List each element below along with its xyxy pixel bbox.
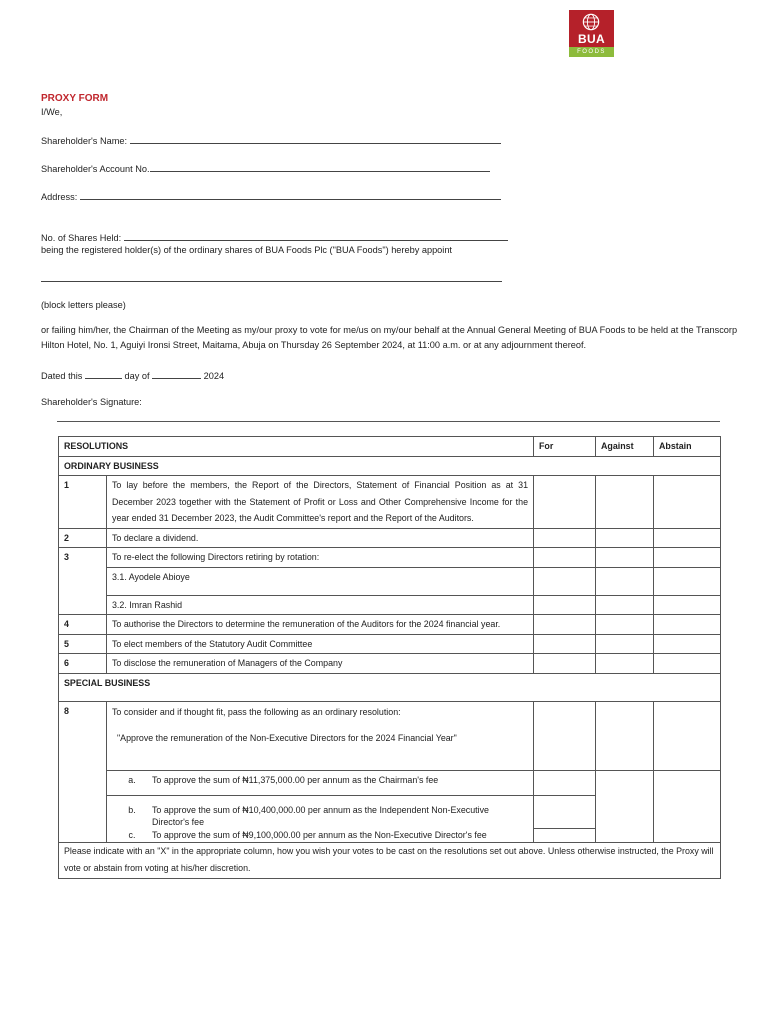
vote-for-cell[interactable] [534,476,596,529]
vote-against-cell[interactable] [596,528,654,548]
appointment-paragraph: or failing him/her, the Chairman of the Meeting as my/our proxy to vote for me/us on my/our behalf at the Annual General Meeting of BUA Foods to be held at the Transcorp Hilton Hotel, No. 1, Aguiyi Ironsi Street, Maitama, Abuja on Thursday 26 September 2024, at 11:00 a.m. or at any adjournment thereof. [41,325,738,350]
proxy-name-line[interactable] [41,272,502,282]
table-row [59,528,721,548]
dated-day-line[interactable] [85,369,122,379]
sub-letter: c. [128,829,136,840]
vote-against-cell[interactable] [596,615,654,635]
vote-abstain-cell[interactable] [654,701,721,770]
vote-abstain-cell[interactable] [654,567,721,595]
shares-held-label: No. of Shares Held: [41,233,122,243]
globe-icon [582,13,600,31]
vote-against-cell[interactable] [596,770,654,842]
table-row [59,476,721,529]
director-name-1: 3.1. Ayodele Abioye [107,567,534,595]
resolutions-table [58,436,721,879]
separator-line [57,421,720,422]
registered-holder-text: being the registered holder(s) of the ordinary shares of BUA Foods Plc ("BUA Foods") hereby appoint [41,245,452,255]
vote-abstain-cell[interactable] [654,528,721,548]
sub-resolution-b [107,795,534,829]
dated-month-line[interactable] [152,369,201,379]
sub-resolution-a [107,770,534,795]
resolution-8-quote: "Approve the remuneration of the Non-Executive Directors for the 2024 Financial Year" [117,732,457,743]
for-header: For [534,437,596,457]
account-number-line[interactable] [150,162,490,172]
resolution-number: 2 [59,528,107,548]
sub-text: To approve the sum of ₦10,400,000.00 per annum as the Independent Non-Executive Director's fee [152,804,489,827]
iwe-label: I/We, [41,107,63,117]
special-business-heading: SPECIAL BUSINESS [59,673,721,701]
resolution-number: 4 [59,615,107,635]
vote-against-cell[interactable] [596,567,654,595]
vote-for-cell[interactable] [534,528,596,548]
table-row [59,567,721,595]
shares-held-line[interactable] [124,231,508,241]
proxy-name-field[interactable] [41,272,502,285]
special-business-row [59,673,721,701]
vote-abstain-cell[interactable] [654,770,721,842]
vote-abstain-cell[interactable] [654,476,721,529]
vote-against-cell[interactable] [596,476,654,529]
address-line[interactable] [80,190,501,200]
resolution-text: To authorise the Directors to determine the remuneration of the Auditors for the 2024 financial year. [107,615,534,635]
logo-brand-text: BUA [578,32,605,46]
vote-abstain-cell [654,548,721,568]
sub-letter: b. [128,804,136,815]
vote-against-cell[interactable] [596,634,654,654]
resolutions-header: RESOLUTIONS [59,437,534,457]
address-label: Address: [41,192,78,202]
dated-year: 2024 [203,371,225,381]
abstain-header: Abstain [654,437,721,457]
dated-label: Dated this [41,371,83,381]
resolution-text: To disclose the remuneration of Managers of the Company [107,654,534,674]
sub-text: To approve the sum of ₦11,375,000.00 per annum as the Chairman's fee [152,774,439,785]
signature-label: Shareholder's Signature: [41,397,142,407]
table-row [59,654,721,674]
sub-resolution-c [107,829,534,843]
shares-held-field[interactable] [41,231,508,244]
resolution-number: 1 [59,476,107,529]
vote-abstain-cell[interactable] [654,615,721,635]
vote-for-cell[interactable] [534,829,596,843]
table-row [59,615,721,635]
instructions-row [59,842,721,878]
resolution-text: To declare a dividend. [107,528,534,548]
account-number-field[interactable] [41,162,490,175]
table-row [59,770,721,795]
shareholder-name-label: Shareholder's Name: [41,136,128,146]
sub-text: To approve the sum of ₦9,100,000.00 per annum as the Non-Executive Director's fee [152,829,487,840]
address-field[interactable] [41,190,501,203]
resolution-text [107,701,534,770]
vote-for-cell[interactable] [534,654,596,674]
sub-letter: a. [128,774,136,785]
page-title: PROXY FORM [41,93,109,104]
vote-against-cell [596,548,654,568]
resolution-number: 5 [59,634,107,654]
vote-for-cell[interactable] [534,701,596,770]
ordinary-business-row [59,456,721,476]
resolution-number: 3 [59,548,107,615]
vote-abstain-cell[interactable] [654,634,721,654]
resolution-text: To elect members of the Statutory Audit Committee [107,634,534,654]
vote-for-cell[interactable] [534,567,596,595]
dated-field[interactable] [41,369,224,382]
bua-foods-logo [569,10,614,57]
vote-abstain-cell[interactable] [654,654,721,674]
ordinary-business-heading: ORDINARY BUSINESS [59,456,721,476]
voting-instructions: Please indicate with an "X" in the appropriate column, how you wish your votes to be cast on the resolutions set out above. Unless otherwise instructed, the Proxy will vote or abstain from voting at his/her discretion. [59,842,721,878]
vote-against-cell[interactable] [596,654,654,674]
table-header-row [59,437,721,457]
vote-for-cell[interactable] [534,595,596,615]
vote-against-cell[interactable] [596,595,654,615]
day-of-label: day of [124,371,150,381]
director-name-2: 3.2. Imran Rashid [107,595,534,615]
vote-for-cell[interactable] [534,795,596,829]
account-number-label: Shareholder's Account No. [41,164,150,174]
resolution-text: To re-elect the following Directors retiring by rotation: [107,548,534,568]
shareholder-name-field[interactable] [41,134,501,147]
table-row [59,634,721,654]
vote-for-cell[interactable] [534,770,596,795]
resolution-number: 8 [59,701,107,842]
logo-sub-text: FOODS [569,47,614,57]
table-row [59,548,721,568]
vote-for-cell[interactable] [534,615,596,635]
shareholder-name-line[interactable] [130,134,501,144]
vote-for-cell[interactable] [534,634,596,654]
resolution-number: 6 [59,654,107,674]
vote-for-cell [534,548,596,568]
resolution-8-intro: To consider and if thought fit, pass the following as an ordinary resolution: [112,706,401,717]
vote-abstain-cell[interactable] [654,595,721,615]
resolution-text: To lay before the members, the Report of the Directors, Statement of Financial Position as at 31 December 2023 together with the Statement of Profit or Loss and Other Comprehensive Income for the year ended 31 December 2023, the Audit Committee's report and the Report of the Auditors. [107,476,534,529]
vote-against-cell[interactable] [596,701,654,770]
table-row [59,701,721,770]
table-row [59,595,721,615]
against-header: Against [596,437,654,457]
block-letters-note: (block letters please) [41,300,126,310]
